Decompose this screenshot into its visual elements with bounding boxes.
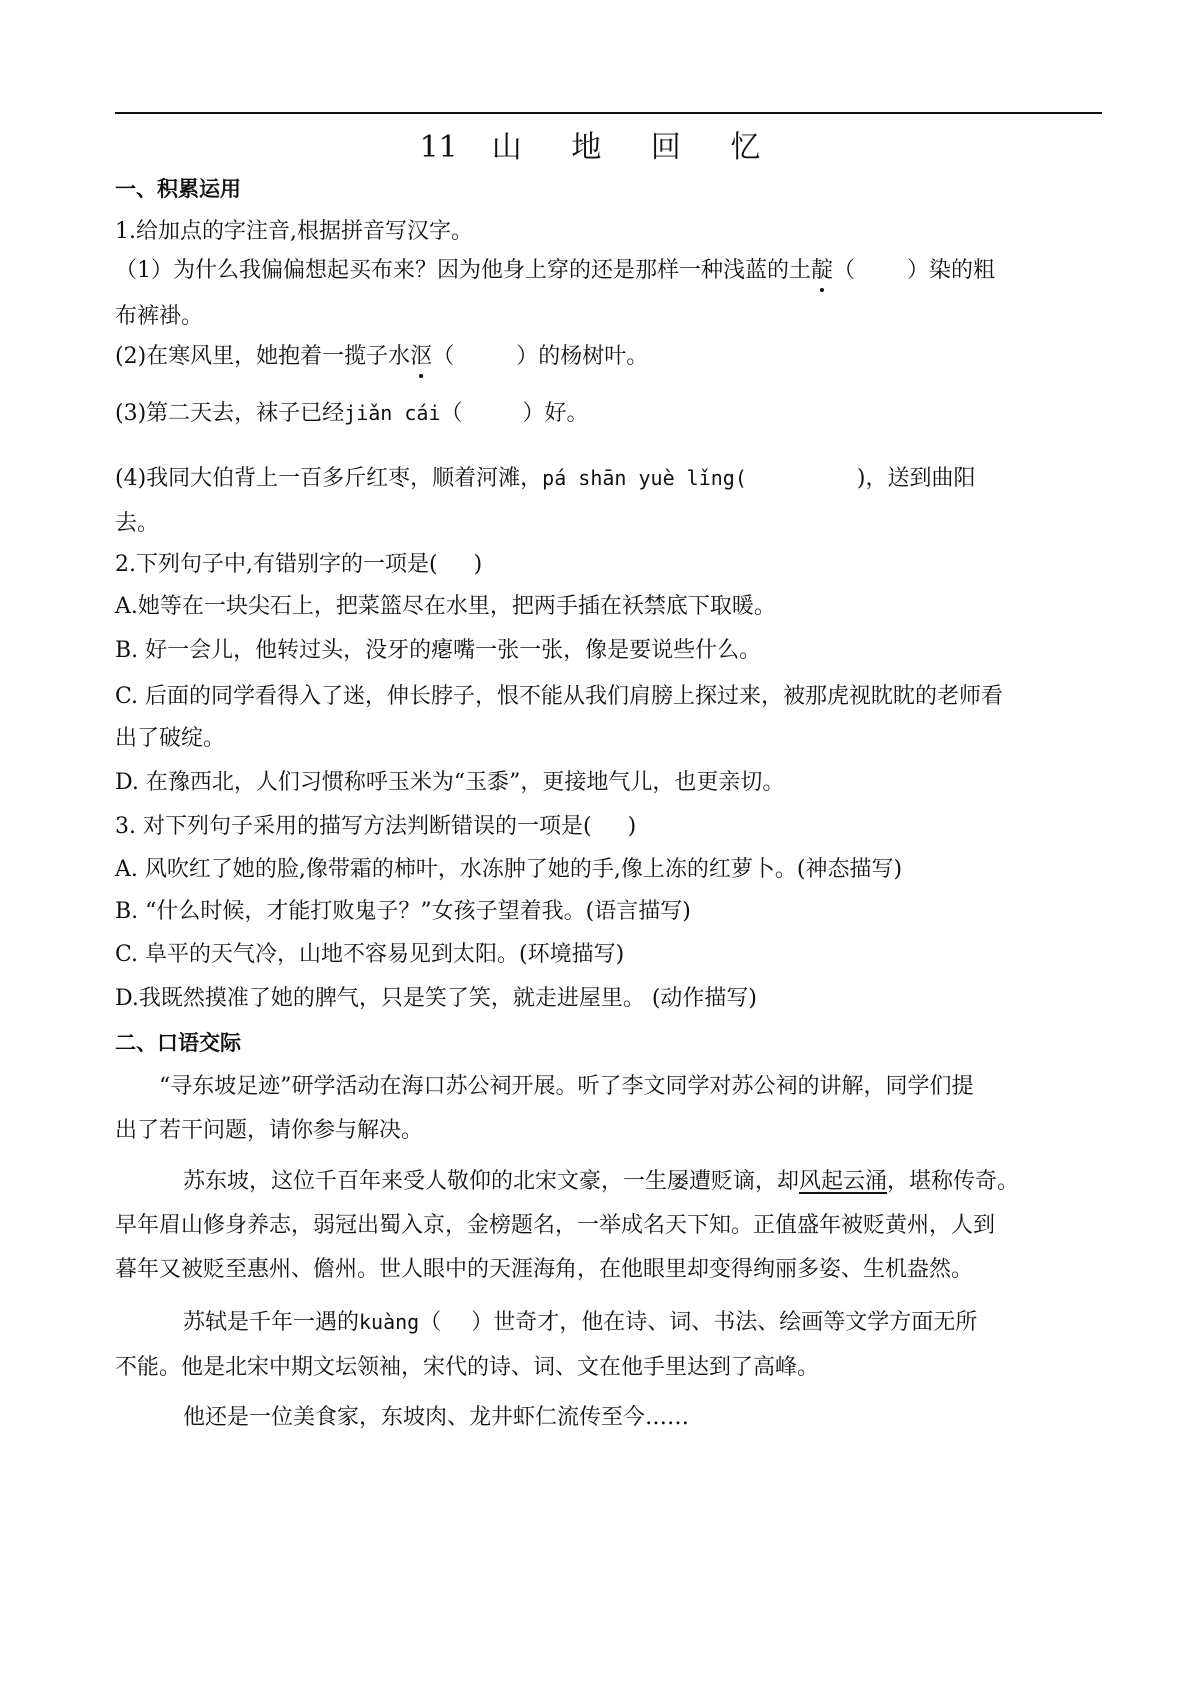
q3-option-b: B. “什么时候，才能打败鬼子？”女孩子望着我。(语言描写) [115, 899, 691, 924]
q3-option-d: D.我既然摸准了她的脾气，只是笑了笑，就走进屋里。 (动作描写) [115, 986, 758, 1011]
q2-option-c-line2: 出了破绽。 [115, 726, 226, 751]
section-heading-accumulation: 一、积累运用 [115, 177, 241, 201]
q1-item2: (2)在寒风里，她抱着一揽子水沤（ ）的杨树叶。 [115, 342, 648, 372]
lesson-title: 山 地 回 忆 [491, 130, 781, 165]
passage-p2-line1: 苏东坡，这位千百年来受人敬仰的北宋文豪，一生屡遭贬谪，却风起云涌，堪称传奇。 [183, 1169, 1020, 1194]
q1-item4-line2: 去。 [115, 511, 160, 536]
q3-stem: 3. 对下列句子采用的描写方法判断错误的一项是( ) [115, 814, 637, 839]
passage-p2-line3: 暮年又被贬至惠州、儋州。世人眼中的天涯海角，在他眼里却变得绚丽多姿、生机盎然。 [115, 1257, 974, 1282]
header-rule [115, 112, 1102, 114]
dotted-char: 靛 [811, 256, 833, 286]
q2-option-c-line1: C. 后面的同学看得入了迷，伸长脖子，恨不能从我们肩膀上探过来，被那虎视眈眈的老师看 [115, 684, 1004, 709]
q2-option-b: B. 好一会儿，他转过头，没牙的瘪嘴一张一张，像是要说些什么。 [115, 638, 762, 663]
section-heading-oral: 二、口语交际 [115, 1031, 241, 1055]
page-title [0, 128, 1200, 168]
underlined-phrase: 风起云涌 [799, 1169, 888, 1194]
pinyin-prompt: kuàng [359, 1310, 420, 1334]
q2-stem: 2.下列句子中,有错别字的一项是( ) [115, 552, 483, 577]
passage-p3-line1: 苏轼是千年一遇的kuàng（ ）世奇才，他在诗、词、书法、绘画等文学方面无所 [183, 1310, 978, 1335]
q1-item1-line2: 布裤褂。 [115, 304, 204, 329]
pinyin-prompt: jiǎn cái [344, 401, 441, 425]
passage-p1-line2: 出了若干问题，请你参与解决。 [115, 1118, 424, 1143]
q1-stem: 1.给加点的字注音,根据拼音写汉字。 [115, 219, 473, 244]
q1-item1-line1: （1）为什么我偏偏想起买布来？因为他身上穿的还是那样一种浅蓝的土靛（ ）染的粗 [115, 256, 995, 286]
passage-p4: 他还是一位美食家，东坡肉、龙井虾仁流传至今…… [183, 1405, 690, 1430]
lesson-number: 11 [419, 130, 458, 165]
q1-item4-line1: (4)我同大伯背上一百多斤红枣，顺着河滩，pá shān yuè lǐng( )，送到曲阳 [115, 466, 976, 491]
passage-p3-line2: 不能。他是北宋中期文坛领袖，宋代的诗、词、文在他手里达到了高峰。 [115, 1355, 820, 1380]
q3-option-c: C. 阜平的天气冷，山地不容易见到太阳。(环境描写) [115, 942, 625, 967]
q1-item3: (3)第二天去，袜子已经jiǎn cái（ ）好。 [115, 401, 589, 426]
q2-option-a: A.她等在一块尖石上，把菜篮尽在水里，把两手插在袄禁底下取暖。 [115, 594, 776, 619]
passage-p1-line1: “寻东坡足迹”研学活动在海口苏公祠开展。听了李文同学对苏公祠的讲解，同学们提 [159, 1074, 974, 1099]
passage-p2-line2: 早年眉山修身养志，弱冠出蜀入京，金榜题名，一举成名天下知。正值盛年被贬黄州，人到 [115, 1213, 996, 1238]
q2-option-d: D. 在豫西北，人们习惯称呼玉米为“玉黍”，更接地气儿，也更亲切。 [115, 770, 785, 795]
q3-option-a: A. 风吹红了她的脸,像带霜的柿叶，水冻肿了她的手,像上冻的红萝卜。(神态描写) [115, 857, 903, 882]
pinyin-prompt: pá shān yuè lǐng( [542, 466, 747, 490]
dotted-char: 沤 [410, 342, 432, 372]
